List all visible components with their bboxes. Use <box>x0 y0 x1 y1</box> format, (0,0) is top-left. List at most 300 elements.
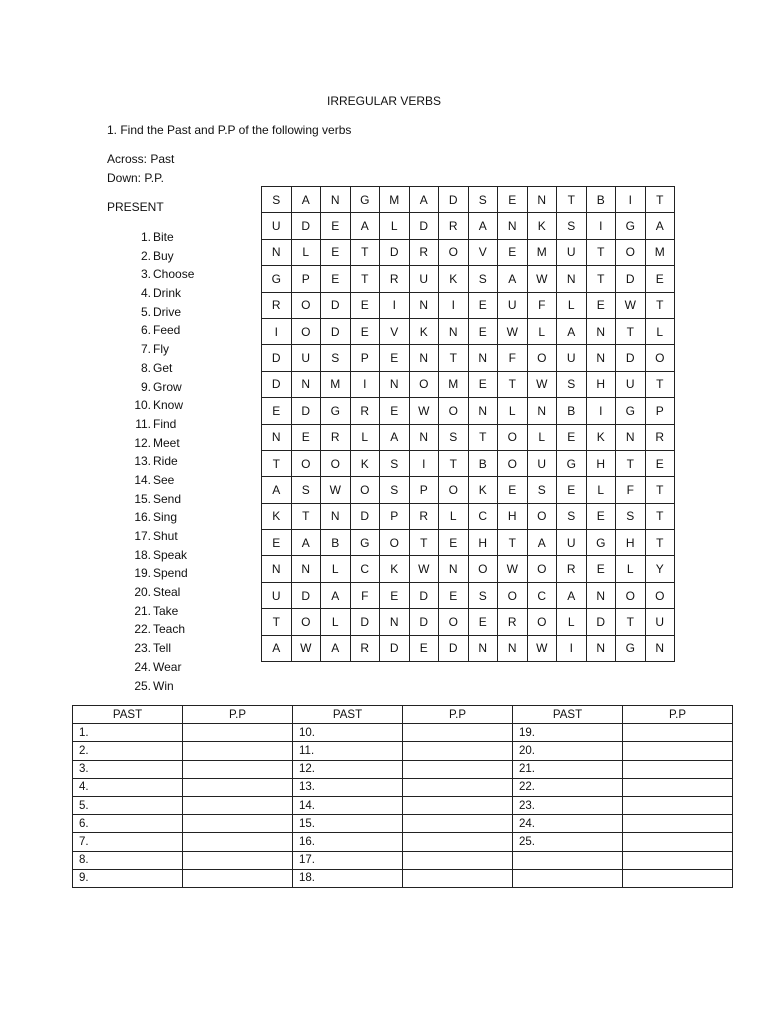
grid-cell[interactable]: N <box>291 556 321 582</box>
grid-cell[interactable]: F <box>616 477 646 503</box>
grid-cell[interactable]: N <box>557 266 587 292</box>
grid-cell[interactable]: I <box>616 187 646 213</box>
grid-cell[interactable]: L <box>350 424 380 450</box>
grid-cell[interactable]: D <box>291 398 321 424</box>
grid-cell[interactable]: R <box>498 609 528 635</box>
grid-cell[interactable]: F <box>498 345 528 371</box>
grid-cell[interactable]: K <box>439 266 469 292</box>
grid-cell[interactable]: R <box>321 424 351 450</box>
grid-cell[interactable]: A <box>498 266 528 292</box>
grid-cell[interactable]: N <box>586 345 616 371</box>
grid-cell[interactable]: R <box>645 424 675 450</box>
answer-cell[interactable] <box>183 760 293 778</box>
answer-cell[interactable]: 2. <box>73 742 183 760</box>
grid-cell[interactable]: D <box>586 609 616 635</box>
answer-cell[interactable] <box>183 869 293 887</box>
grid-cell[interactable]: W <box>409 398 439 424</box>
grid-cell[interactable]: R <box>380 266 410 292</box>
answer-cell[interactable]: 18. <box>293 869 403 887</box>
grid-cell[interactable]: K <box>586 424 616 450</box>
grid-cell[interactable]: H <box>586 371 616 397</box>
grid-cell[interactable]: D <box>262 371 292 397</box>
grid-cell[interactable]: U <box>557 530 587 556</box>
grid-cell[interactable]: K <box>380 556 410 582</box>
answer-cell[interactable]: 21. <box>513 760 623 778</box>
answer-cell[interactable] <box>183 742 293 760</box>
grid-cell[interactable]: N <box>380 609 410 635</box>
grid-cell[interactable]: W <box>291 635 321 661</box>
answer-cell[interactable]: 10. <box>293 724 403 742</box>
answer-cell[interactable] <box>183 778 293 796</box>
grid-cell[interactable]: T <box>468 424 498 450</box>
answer-cell[interactable] <box>183 724 293 742</box>
answer-cell[interactable]: 12. <box>293 760 403 778</box>
grid-cell[interactable]: U <box>616 371 646 397</box>
answer-cell[interactable] <box>623 833 733 851</box>
grid-cell[interactable]: L <box>616 556 646 582</box>
grid-cell[interactable]: D <box>380 239 410 265</box>
grid-cell[interactable]: S <box>468 266 498 292</box>
grid-cell[interactable]: O <box>439 477 469 503</box>
grid-cell[interactable]: U <box>645 609 675 635</box>
grid-cell[interactable]: E <box>645 450 675 476</box>
grid-cell[interactable]: T <box>350 266 380 292</box>
answer-cell[interactable]: 23. <box>513 796 623 814</box>
grid-cell[interactable]: O <box>439 609 469 635</box>
grid-cell[interactable]: C <box>468 503 498 529</box>
answer-cell[interactable] <box>403 760 513 778</box>
grid-cell[interactable]: E <box>291 424 321 450</box>
grid-cell[interactable]: O <box>527 503 557 529</box>
grid-cell[interactable]: P <box>291 266 321 292</box>
grid-cell[interactable]: N <box>586 582 616 608</box>
grid-cell[interactable]: A <box>380 424 410 450</box>
answer-cell[interactable] <box>623 724 733 742</box>
grid-cell[interactable]: S <box>291 477 321 503</box>
grid-cell[interactable]: O <box>498 450 528 476</box>
grid-cell[interactable]: L <box>527 318 557 344</box>
answer-cell[interactable]: 13. <box>293 778 403 796</box>
grid-cell[interactable]: D <box>291 582 321 608</box>
grid-cell[interactable]: E <box>262 530 292 556</box>
grid-cell[interactable]: G <box>350 530 380 556</box>
grid-cell[interactable]: N <box>468 345 498 371</box>
grid-cell[interactable]: V <box>468 239 498 265</box>
grid-cell[interactable]: N <box>380 371 410 397</box>
grid-cell[interactable]: M <box>527 239 557 265</box>
grid-cell[interactable]: I <box>350 371 380 397</box>
grid-cell[interactable]: D <box>616 266 646 292</box>
grid-cell[interactable]: O <box>291 318 321 344</box>
grid-cell[interactable]: A <box>350 213 380 239</box>
grid-cell[interactable]: L <box>557 609 587 635</box>
grid-cell[interactable]: N <box>586 635 616 661</box>
grid-cell[interactable]: E <box>498 187 528 213</box>
grid-cell[interactable]: D <box>350 503 380 529</box>
answer-cell[interactable] <box>403 724 513 742</box>
grid-cell[interactable]: K <box>262 503 292 529</box>
grid-cell[interactable]: B <box>557 398 587 424</box>
grid-cell[interactable]: A <box>409 187 439 213</box>
grid-cell[interactable]: O <box>291 609 321 635</box>
grid-cell[interactable]: T <box>645 503 675 529</box>
grid-cell[interactable]: Y <box>645 556 675 582</box>
grid-cell[interactable]: N <box>498 213 528 239</box>
answer-cell[interactable] <box>623 815 733 833</box>
answer-cell[interactable] <box>403 851 513 869</box>
grid-cell[interactable]: N <box>409 345 439 371</box>
grid-cell[interactable]: E <box>498 239 528 265</box>
grid-cell[interactable]: K <box>468 477 498 503</box>
answer-cell[interactable] <box>403 796 513 814</box>
grid-cell[interactable]: S <box>557 213 587 239</box>
grid-cell[interactable]: C <box>350 556 380 582</box>
grid-cell[interactable]: O <box>527 609 557 635</box>
grid-cell[interactable]: I <box>439 292 469 318</box>
answer-cell[interactable] <box>513 851 623 869</box>
grid-cell[interactable]: N <box>645 635 675 661</box>
grid-cell[interactable]: E <box>468 371 498 397</box>
answer-cell[interactable]: 22. <box>513 778 623 796</box>
grid-cell[interactable]: K <box>527 213 557 239</box>
grid-cell[interactable]: S <box>380 450 410 476</box>
grid-cell[interactable]: T <box>645 477 675 503</box>
grid-cell[interactable]: T <box>645 187 675 213</box>
grid-cell[interactable]: S <box>468 582 498 608</box>
grid-cell[interactable]: B <box>321 530 351 556</box>
grid-cell[interactable]: H <box>586 450 616 476</box>
grid-cell[interactable]: U <box>557 239 587 265</box>
grid-cell[interactable]: E <box>409 635 439 661</box>
grid-cell[interactable]: E <box>557 477 587 503</box>
grid-cell[interactable]: A <box>262 635 292 661</box>
grid-cell[interactable]: D <box>321 292 351 318</box>
grid-cell[interactable]: E <box>350 318 380 344</box>
grid-cell[interactable]: M <box>380 187 410 213</box>
grid-cell[interactable]: T <box>291 503 321 529</box>
grid-cell[interactable]: L <box>321 556 351 582</box>
grid-cell[interactable]: U <box>291 345 321 371</box>
answer-cell[interactable] <box>623 851 733 869</box>
grid-cell[interactable]: L <box>380 213 410 239</box>
grid-cell[interactable]: H <box>498 503 528 529</box>
grid-cell[interactable]: E <box>380 345 410 371</box>
grid-cell[interactable]: R <box>439 213 469 239</box>
grid-cell[interactable]: U <box>262 582 292 608</box>
grid-cell[interactable]: G <box>350 187 380 213</box>
grid-cell[interactable]: N <box>409 424 439 450</box>
grid-cell[interactable]: S <box>468 187 498 213</box>
grid-cell[interactable]: D <box>409 609 439 635</box>
grid-cell[interactable]: T <box>439 450 469 476</box>
grid-cell[interactable]: W <box>527 266 557 292</box>
answer-cell[interactable]: 11. <box>293 742 403 760</box>
grid-cell[interactable]: L <box>527 424 557 450</box>
grid-cell[interactable]: L <box>291 239 321 265</box>
grid-cell[interactable]: R <box>350 398 380 424</box>
grid-cell[interactable]: D <box>439 187 469 213</box>
answer-cell[interactable]: 5. <box>73 796 183 814</box>
grid-cell[interactable]: O <box>616 239 646 265</box>
grid-cell[interactable]: P <box>645 398 675 424</box>
grid-cell[interactable]: M <box>321 371 351 397</box>
grid-cell[interactable]: G <box>321 398 351 424</box>
grid-cell[interactable]: R <box>409 239 439 265</box>
grid-cell[interactable]: T <box>586 266 616 292</box>
grid-cell[interactable]: E <box>321 266 351 292</box>
grid-cell[interactable]: O <box>291 450 321 476</box>
answer-cell[interactable] <box>623 796 733 814</box>
grid-cell[interactable]: T <box>498 371 528 397</box>
grid-cell[interactable]: L <box>439 503 469 529</box>
grid-cell[interactable]: O <box>291 292 321 318</box>
grid-cell[interactable]: G <box>557 450 587 476</box>
grid-cell[interactable]: P <box>380 503 410 529</box>
grid-cell[interactable]: N <box>527 398 557 424</box>
grid-cell[interactable]: A <box>645 213 675 239</box>
answer-cell[interactable] <box>403 833 513 851</box>
grid-cell[interactable]: N <box>527 187 557 213</box>
grid-cell[interactable]: S <box>262 187 292 213</box>
grid-cell[interactable]: N <box>262 556 292 582</box>
grid-cell[interactable]: S <box>557 503 587 529</box>
grid-cell[interactable]: D <box>291 213 321 239</box>
grid-cell[interactable]: I <box>380 292 410 318</box>
grid-cell[interactable]: S <box>527 477 557 503</box>
grid-cell[interactable]: E <box>645 266 675 292</box>
grid-cell[interactable]: M <box>645 239 675 265</box>
answer-cell[interactable]: 17. <box>293 851 403 869</box>
grid-cell[interactable]: W <box>527 635 557 661</box>
grid-cell[interactable]: D <box>321 318 351 344</box>
grid-cell[interactable]: O <box>468 556 498 582</box>
grid-cell[interactable]: D <box>616 345 646 371</box>
grid-cell[interactable]: A <box>557 318 587 344</box>
grid-cell[interactable]: E <box>350 292 380 318</box>
grid-cell[interactable]: K <box>409 318 439 344</box>
grid-cell[interactable]: O <box>321 450 351 476</box>
grid-cell[interactable]: A <box>291 187 321 213</box>
grid-cell[interactable]: T <box>616 609 646 635</box>
answer-cell[interactable] <box>623 760 733 778</box>
grid-cell[interactable]: O <box>527 556 557 582</box>
grid-cell[interactable]: H <box>468 530 498 556</box>
grid-cell[interactable]: W <box>498 556 528 582</box>
grid-cell[interactable]: G <box>586 530 616 556</box>
grid-cell[interactable]: L <box>645 318 675 344</box>
grid-cell[interactable]: N <box>291 371 321 397</box>
grid-cell[interactable]: N <box>586 318 616 344</box>
grid-cell[interactable]: E <box>380 398 410 424</box>
grid-cell[interactable]: T <box>262 450 292 476</box>
grid-cell[interactable]: T <box>616 318 646 344</box>
grid-cell[interactable]: A <box>262 477 292 503</box>
grid-cell[interactable]: T <box>350 239 380 265</box>
grid-cell[interactable]: A <box>468 213 498 239</box>
grid-cell[interactable]: R <box>350 635 380 661</box>
grid-cell[interactable]: N <box>262 424 292 450</box>
grid-cell[interactable]: S <box>380 477 410 503</box>
grid-cell[interactable]: D <box>262 345 292 371</box>
grid-cell[interactable]: A <box>291 530 321 556</box>
answer-cell[interactable]: 7. <box>73 833 183 851</box>
answer-cell[interactable] <box>403 742 513 760</box>
answer-cell[interactable] <box>183 815 293 833</box>
grid-cell[interactable]: I <box>586 213 616 239</box>
grid-cell[interactable]: O <box>616 582 646 608</box>
answer-cell[interactable] <box>183 851 293 869</box>
grid-cell[interactable]: R <box>557 556 587 582</box>
grid-cell[interactable]: U <box>527 450 557 476</box>
answer-cell[interactable]: 8. <box>73 851 183 869</box>
grid-cell[interactable]: N <box>468 635 498 661</box>
answer-cell[interactable] <box>623 869 733 887</box>
grid-cell[interactable]: U <box>557 345 587 371</box>
grid-cell[interactable]: E <box>380 582 410 608</box>
grid-cell[interactable]: O <box>439 239 469 265</box>
answer-cell[interactable]: 1. <box>73 724 183 742</box>
answer-cell[interactable]: 16. <box>293 833 403 851</box>
grid-cell[interactable]: M <box>439 371 469 397</box>
grid-cell[interactable]: B <box>586 187 616 213</box>
grid-cell[interactable]: E <box>586 556 616 582</box>
grid-cell[interactable]: S <box>557 371 587 397</box>
grid-cell[interactable]: E <box>468 609 498 635</box>
grid-cell[interactable]: R <box>409 503 439 529</box>
grid-cell[interactable]: E <box>321 239 351 265</box>
grid-cell[interactable]: W <box>409 556 439 582</box>
grid-cell[interactable]: A <box>527 530 557 556</box>
grid-cell[interactable]: E <box>439 530 469 556</box>
grid-cell[interactable]: L <box>557 292 587 318</box>
answer-cell[interactable] <box>403 778 513 796</box>
grid-cell[interactable]: T <box>645 371 675 397</box>
grid-cell[interactable]: O <box>645 582 675 608</box>
answer-cell[interactable]: 3. <box>73 760 183 778</box>
grid-cell[interactable]: P <box>350 345 380 371</box>
grid-cell[interactable]: E <box>557 424 587 450</box>
grid-cell[interactable]: U <box>498 292 528 318</box>
grid-cell[interactable]: E <box>586 503 616 529</box>
grid-cell[interactable]: G <box>262 266 292 292</box>
grid-cell[interactable]: T <box>498 530 528 556</box>
grid-cell[interactable]: N <box>616 424 646 450</box>
answer-cell[interactable]: 25. <box>513 833 623 851</box>
grid-cell[interactable]: N <box>439 318 469 344</box>
grid-cell[interactable]: F <box>350 582 380 608</box>
grid-cell[interactable]: T <box>586 239 616 265</box>
grid-cell[interactable]: N <box>468 398 498 424</box>
grid-cell[interactable]: P <box>409 477 439 503</box>
grid-cell[interactable]: E <box>439 582 469 608</box>
grid-cell[interactable]: N <box>409 292 439 318</box>
answer-cell[interactable]: 9. <box>73 869 183 887</box>
grid-cell[interactable]: I <box>409 450 439 476</box>
grid-cell[interactable]: D <box>380 635 410 661</box>
grid-cell[interactable]: N <box>321 503 351 529</box>
grid-cell[interactable]: S <box>616 503 646 529</box>
answer-cell[interactable] <box>623 742 733 760</box>
answer-cell[interactable]: 19. <box>513 724 623 742</box>
grid-cell[interactable]: D <box>409 582 439 608</box>
grid-cell[interactable]: G <box>616 213 646 239</box>
grid-cell[interactable]: A <box>321 582 351 608</box>
grid-cell[interactable]: O <box>380 530 410 556</box>
grid-cell[interactable]: E <box>262 398 292 424</box>
grid-cell[interactable]: O <box>498 582 528 608</box>
grid-cell[interactable]: U <box>262 213 292 239</box>
grid-cell[interactable]: O <box>645 345 675 371</box>
answer-cell[interactable]: 4. <box>73 778 183 796</box>
grid-cell[interactable]: R <box>262 292 292 318</box>
grid-cell[interactable]: O <box>409 371 439 397</box>
grid-cell[interactable]: G <box>616 635 646 661</box>
grid-cell[interactable]: L <box>498 398 528 424</box>
grid-cell[interactable]: D <box>409 213 439 239</box>
grid-cell[interactable]: E <box>498 477 528 503</box>
grid-cell[interactable]: E <box>586 292 616 318</box>
grid-cell[interactable]: N <box>321 187 351 213</box>
grid-cell[interactable]: O <box>527 345 557 371</box>
grid-cell[interactable]: B <box>468 450 498 476</box>
grid-cell[interactable]: W <box>527 371 557 397</box>
grid-cell[interactable]: T <box>645 530 675 556</box>
grid-cell[interactable]: I <box>262 318 292 344</box>
grid-cell[interactable]: T <box>645 292 675 318</box>
answer-cell[interactable] <box>513 869 623 887</box>
grid-cell[interactable]: T <box>262 609 292 635</box>
grid-cell[interactable]: E <box>321 213 351 239</box>
grid-cell[interactable]: W <box>498 318 528 344</box>
grid-cell[interactable]: L <box>586 477 616 503</box>
grid-cell[interactable]: E <box>468 318 498 344</box>
grid-cell[interactable]: N <box>498 635 528 661</box>
grid-cell[interactable]: G <box>616 398 646 424</box>
grid-cell[interactable]: I <box>586 398 616 424</box>
answer-cell[interactable] <box>183 796 293 814</box>
grid-cell[interactable]: S <box>439 424 469 450</box>
grid-cell[interactable]: T <box>557 187 587 213</box>
grid-cell[interactable]: W <box>321 477 351 503</box>
answer-cell[interactable]: 15. <box>293 815 403 833</box>
grid-cell[interactable]: T <box>439 345 469 371</box>
answer-cell[interactable] <box>403 869 513 887</box>
grid-cell[interactable]: O <box>498 424 528 450</box>
answer-cell[interactable] <box>403 815 513 833</box>
answer-cell[interactable]: 20. <box>513 742 623 760</box>
grid-cell[interactable]: S <box>321 345 351 371</box>
grid-cell[interactable]: T <box>409 530 439 556</box>
grid-cell[interactable]: K <box>350 450 380 476</box>
grid-cell[interactable]: I <box>557 635 587 661</box>
grid-cell[interactable]: H <box>616 530 646 556</box>
grid-cell[interactable]: A <box>557 582 587 608</box>
grid-cell[interactable]: D <box>439 635 469 661</box>
grid-cell[interactable]: C <box>527 582 557 608</box>
answer-cell[interactable]: 24. <box>513 815 623 833</box>
grid-cell[interactable]: N <box>439 556 469 582</box>
grid-cell[interactable]: V <box>380 318 410 344</box>
grid-cell[interactable]: O <box>350 477 380 503</box>
answer-cell[interactable] <box>183 833 293 851</box>
answer-cell[interactable]: 6. <box>73 815 183 833</box>
grid-cell[interactable]: L <box>321 609 351 635</box>
grid-cell[interactable]: E <box>468 292 498 318</box>
grid-cell[interactable]: W <box>616 292 646 318</box>
grid-cell[interactable]: U <box>409 266 439 292</box>
grid-cell[interactable]: A <box>321 635 351 661</box>
grid-cell[interactable]: D <box>350 609 380 635</box>
